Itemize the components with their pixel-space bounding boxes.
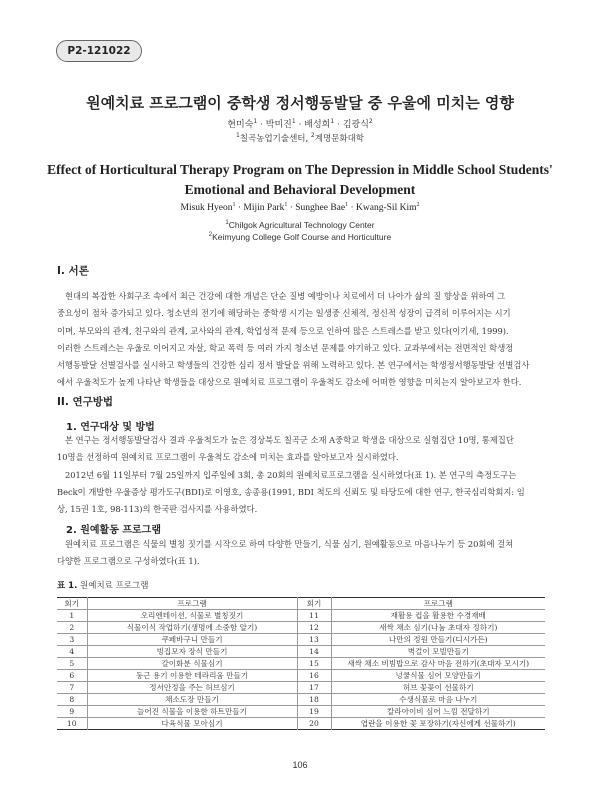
table-caption-text: 원예치료 프로그램 bbox=[77, 581, 149, 591]
table-caption bbox=[57, 579, 148, 591]
session-number-cell: 15 bbox=[297, 658, 331, 670]
paragraph-line: 중요성이 점차 증가되고 있다. 청소년의 전기에 해당하는 중학생 시기는 일생중 신체적, 정신적 성장이 급격히 이루어지는 시기 bbox=[57, 308, 511, 319]
table-row bbox=[57, 658, 545, 670]
program-cell: 채소도장 만들기 bbox=[87, 694, 297, 706]
program-cell: 칼라아이비 심어 느낌 전달하기 bbox=[331, 706, 545, 718]
authors-english: Misuk Hyeon$^1$ · Mijin Park$^1$ · Sunghee Bae$^1$ · Kwang-Sil Kim$^2$ bbox=[180, 201, 420, 213]
table-row bbox=[57, 634, 545, 646]
program-table bbox=[57, 597, 545, 730]
section-heading-methods: II. 연구방법 bbox=[57, 396, 114, 408]
session-number-cell: 10 bbox=[57, 718, 87, 730]
title-english-line-2: Emotional and Behavioral Development bbox=[184, 182, 416, 197]
paragraph-line: 10명을 선정하여 원예치료 프로그램이 우울척도 감소에 미치는 효과를 알아보고자 실시하였다. bbox=[57, 452, 399, 463]
author-ko-1-sup: 1 bbox=[253, 118, 258, 125]
author-ko-3-sup: 1 bbox=[330, 118, 335, 125]
paragraph-line: 서행동발달 선별검사를 실시하고 학생들의 건강한 심리 정서 발달을 위해 노력하고 있다. 본 연구에서는 학생정서행동발달 선별검사 bbox=[57, 360, 530, 371]
session-number-cell: 17 bbox=[297, 682, 331, 694]
author-en-1-sup: 1 bbox=[232, 201, 236, 208]
program-cell: 둥근 용기 이용한 테라리움 만들기 bbox=[87, 670, 297, 682]
paragraph-line: 이러한 스트레스는 우울로 이어지고 자살, 학교 폭력 등 여러 가지 청소년 문제를 야기하고 있다. 교과부에서는 전면적인 학생정 bbox=[57, 342, 514, 353]
affil-en-1-text: Chilgok Agricultural Technology Center bbox=[228, 220, 375, 230]
session-number-cell: 1 bbox=[57, 610, 87, 622]
program-cell: 정서안정을 주는 허브심기 bbox=[87, 682, 297, 694]
paragraph-line: 에서 우울척도가 높게 나타난 학생들을 대상으로 원예치료 프로그램이 우울척도 감소에 어떠한 영향을 미치는지 알아보고자 한다. bbox=[57, 377, 522, 388]
program-cell: 빙집모자 장식 만들기 bbox=[87, 646, 297, 658]
paragraph-line: 현대의 복잡한 사회구조 속에서 최근 건강에 대한 개념은 단순 질병 예방이나 치료에서 더 나아가 삶의 질 향상을 위하여 그 bbox=[65, 291, 506, 301]
affil-ko-1: 칠곡농업기술센터, bbox=[239, 134, 311, 144]
program-cell: 오리엔테이션, 식물로 별칭짓기 bbox=[87, 610, 297, 622]
paragraph-line: 이며, 부모와의 관계, 친구와의 관계, 교사와의 관계, 학업성적 문제 등으로 인하여 많은 스트레스를 받고 있다(이기세, 1999). bbox=[57, 325, 509, 336]
table-row bbox=[57, 670, 545, 682]
program-cell: 식물이식 작업하기(생명에 소중함 알기) bbox=[87, 622, 297, 634]
subsection-heading-program: 2. 원예활동 프로그램 bbox=[66, 525, 161, 536]
session-number-cell: 11 bbox=[297, 610, 331, 622]
program-cell: 쿠페바구니 만들기 bbox=[87, 634, 297, 646]
author-ko-3: 배성희 bbox=[304, 120, 331, 130]
program-cell: 허브 꽃꽂이 선물하기 bbox=[331, 682, 545, 694]
author-en-2-sup: 1 bbox=[284, 201, 288, 208]
section-heading-introduction: I. 서론 bbox=[57, 265, 89, 277]
affil-en-2-text: Keimyung College Golf Course and Horticulture bbox=[212, 232, 392, 242]
methods-paragraph bbox=[57, 432, 544, 518]
session-number-cell: 20 bbox=[297, 718, 331, 730]
author-en-3: Sunghee Bae bbox=[295, 203, 346, 213]
column-header-program: 프로그램 bbox=[331, 598, 545, 610]
table-row bbox=[57, 622, 545, 634]
session-number-cell: 13 bbox=[297, 634, 331, 646]
program-cell: 넝쿨식물 심어 모양만들기 bbox=[331, 670, 545, 682]
session-number-cell: 19 bbox=[297, 706, 331, 718]
author-ko-4-sup: 2 bbox=[368, 118, 373, 125]
session-number-cell: 14 bbox=[297, 646, 331, 658]
column-header-session: 회기 bbox=[297, 598, 331, 610]
page-number: 106 bbox=[292, 760, 308, 770]
session-number-cell: 12 bbox=[297, 622, 331, 634]
table-row bbox=[57, 610, 545, 622]
author-en-4: Kwang-Sil Kim bbox=[356, 203, 417, 213]
title-english bbox=[40, 160, 560, 200]
session-number-cell: 6 bbox=[57, 670, 87, 682]
program-cell: 갈이화분 식물심기 bbox=[87, 658, 297, 670]
affil-ko-2-sup: 2 bbox=[310, 132, 315, 140]
table-row bbox=[57, 718, 545, 730]
author-en-3-sup: 1 bbox=[345, 201, 349, 208]
author-ko-2: 박미진 bbox=[265, 120, 292, 130]
introduction-paragraph bbox=[57, 288, 544, 392]
table-row bbox=[57, 694, 545, 706]
author-en-2: Mijin Park bbox=[243, 203, 285, 213]
affil-en-2-sup: 2 bbox=[208, 232, 213, 239]
paragraph-line: 원예치료 프로그램은 식물의 별칭 짓기를 시작으로 하여 다양한 만들기, 식물 심기, 원예활동으로 마음나누기 등 20회에 걸쳐 bbox=[65, 539, 514, 549]
paragraph-line: 본 연구는 정서행동발달검사 결과 우울척도가 높은 경상북도 칠곡군 소재 A중학교 학생을 대상으로 실험집단 10명, 통제집단 bbox=[65, 435, 514, 445]
paragraph-line: 다양한 프로그램으로 구성하였다(표 1). bbox=[57, 556, 200, 567]
session-number-cell: 9 bbox=[57, 706, 87, 718]
affil-ko-1-sup: 1 bbox=[235, 132, 240, 140]
title-korean: 원예치료 프로그램이 중학생 정서행동발달 중 우울에 미치는 영향 bbox=[86, 94, 514, 112]
subsection-heading-subjects: 1. 연구대상 및 방법 bbox=[66, 422, 155, 433]
session-number-cell: 16 bbox=[297, 670, 331, 682]
session-number-cell: 8 bbox=[57, 694, 87, 706]
paragraph-line: 상, 15권 1호, 98-113)의 한국판 검사지를 사용하였다. bbox=[57, 504, 258, 515]
column-header-program: 프로그램 bbox=[87, 598, 297, 610]
column-header-session: 회기 bbox=[57, 598, 87, 610]
title-english-line-1: Effect of Horticultural Therapy Program on The Depression in Middle School Students' bbox=[47, 162, 553, 177]
affil-en-1-sup: 1 bbox=[225, 220, 229, 227]
paragraph-line: 2012년 6월 11일부터 7월 25일까지 입주일에 3회, 총 20회의 원예치료프로그램을 실시하였다(표 1). 본 연구의 측정도구는 bbox=[65, 469, 517, 480]
program-cell: 늘어진 식물을 이용한 하트만들기 bbox=[87, 706, 297, 718]
table-row bbox=[57, 646, 545, 658]
author-en-1: Misuk Hyeon bbox=[180, 203, 233, 213]
author-ko-4: 김광식 bbox=[342, 120, 369, 130]
table-header-row bbox=[57, 598, 545, 610]
affiliation-en-2 bbox=[0, 232, 600, 242]
session-number-cell: 3 bbox=[57, 634, 87, 646]
program-cell: 나만의 정원 만들기(디시가든) bbox=[331, 634, 545, 646]
affil-ko-2: 계명문화대학 bbox=[314, 134, 365, 144]
program-paragraph bbox=[57, 536, 544, 571]
program-cell: 새싹 채소 비빔밥으로 감사 마음 전하기(초대자 모시기) bbox=[331, 658, 545, 670]
table-row bbox=[57, 682, 545, 694]
program-cell: 벽걸이 모빌만들기 bbox=[331, 646, 545, 658]
program-cell: 수생식물로 마음 나누기 bbox=[331, 694, 545, 706]
session-number-cell: 4 bbox=[57, 646, 87, 658]
program-cell: 다육식물 모아심기 bbox=[87, 718, 297, 730]
table-caption-label: 표 1. bbox=[57, 581, 78, 591]
author-ko-2-sup: 1 bbox=[291, 118, 296, 125]
affiliation-en-1 bbox=[0, 220, 600, 230]
authors-korean: 현미숙$^1$ · 박미진$^1$ · 배성희$^1$ · 김광식$^2$ bbox=[227, 118, 373, 130]
paragraph-line: Beck이 개발한 우울증상 평가도구(BDI)로 이영호, 송종용(1991, BDI 척도의 신뢰도 및 타당도에 대한 연구, 한국심리학회지: 임 bbox=[57, 486, 525, 497]
author-ko-1: 현미숙 bbox=[227, 120, 254, 130]
session-number-cell: 2 bbox=[57, 622, 87, 634]
program-cell: 새싹 채소 심기(나눔 초대자 정하기) bbox=[331, 622, 545, 634]
program-cell: 재활용 컵을 활용한 수경재배 bbox=[331, 610, 545, 622]
session-number-cell: 18 bbox=[297, 694, 331, 706]
session-code-badge: P2-121022 bbox=[56, 40, 142, 62]
program-cell: 엽란을 이용한 꽃 포장하기(자신에게 선물하기) bbox=[331, 718, 545, 730]
affiliations-korean bbox=[0, 132, 600, 144]
session-number-cell: 5 bbox=[57, 658, 87, 670]
author-en-4-sup: 2 bbox=[416, 201, 420, 208]
table-row bbox=[57, 706, 545, 718]
session-number-cell: 7 bbox=[57, 682, 87, 694]
